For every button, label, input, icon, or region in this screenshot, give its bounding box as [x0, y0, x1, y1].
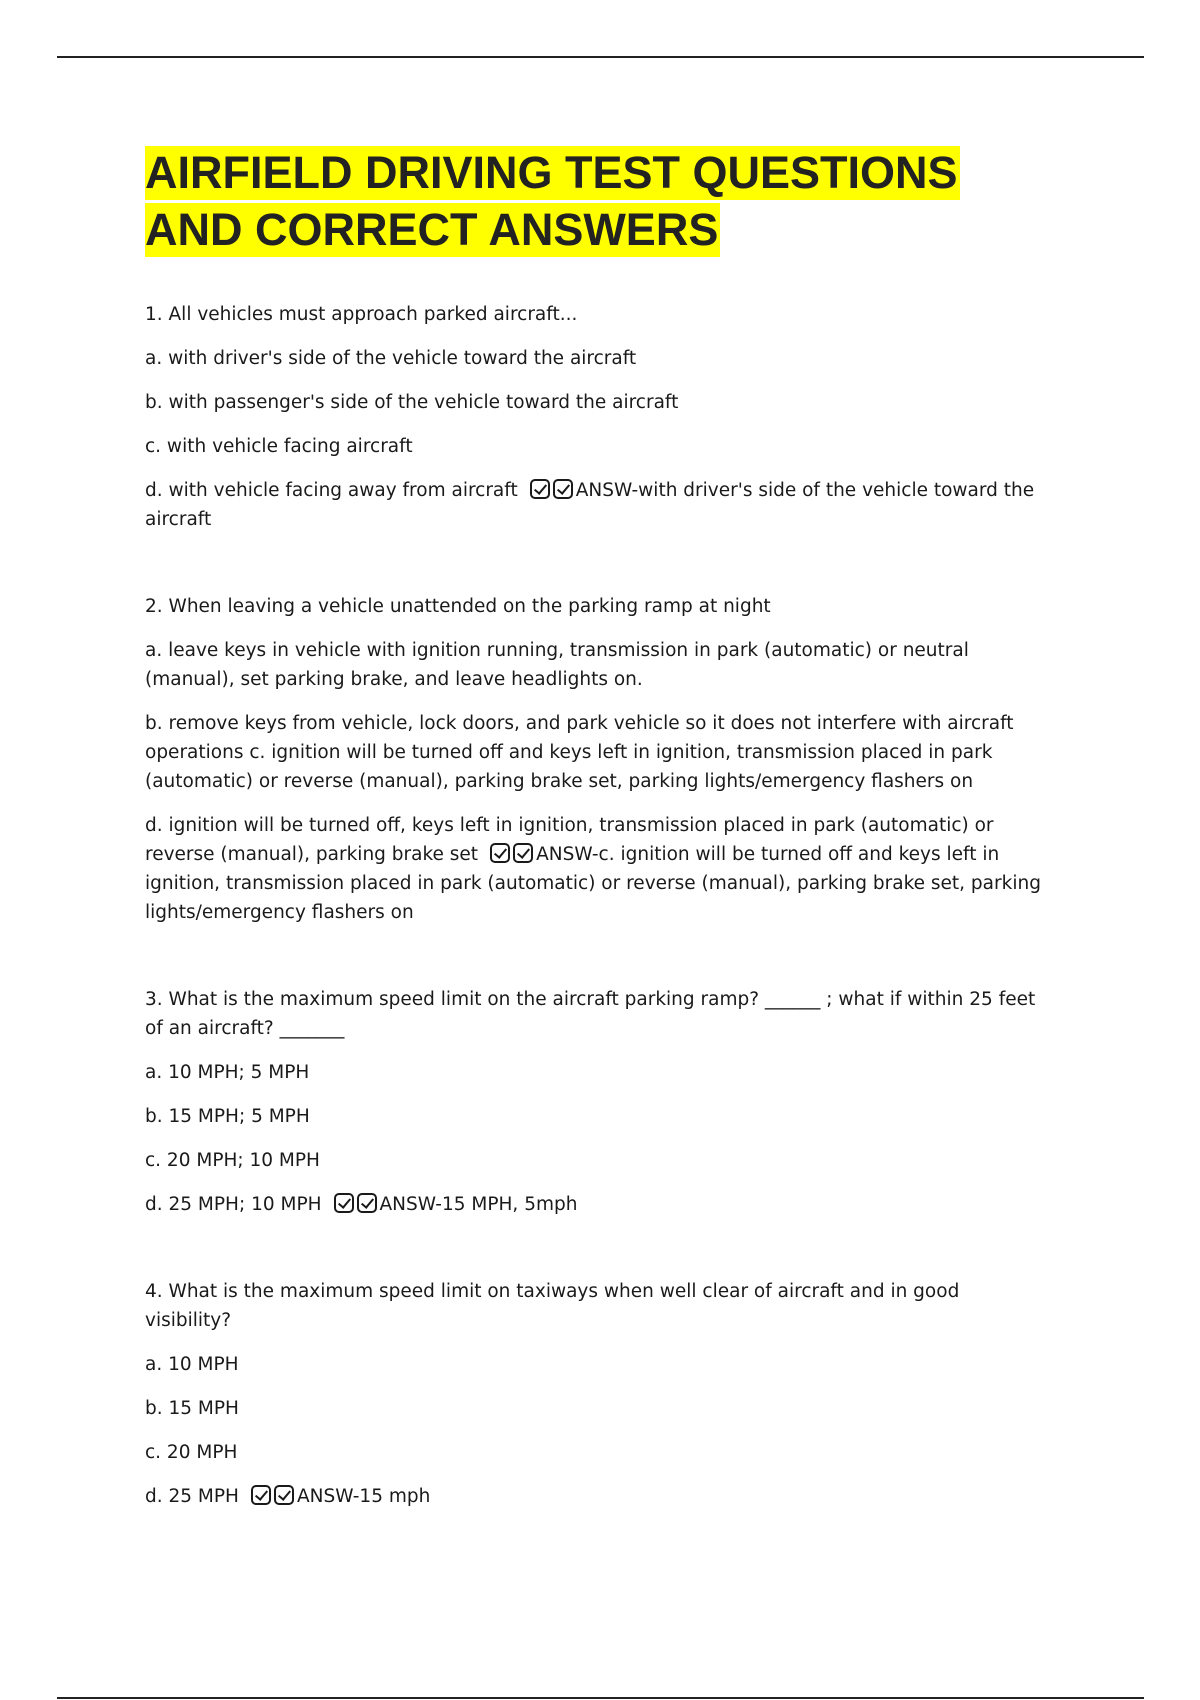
question-block-3: [145, 985, 1050, 1219]
checkbox-checked-icon: [274, 1485, 294, 1505]
checkbox-checked-icon: [530, 479, 550, 499]
correct-answer: ANSW-with driver's side of the vehicle toward the aircraft: [145, 480, 1035, 530]
checkbox-checked-icon: [513, 843, 533, 863]
answer-option-with-key: [145, 1482, 1050, 1511]
answer-option: a. 10 MPH: [145, 1354, 239, 1375]
question-block-1: [145, 300, 1050, 534]
answer-option: b. with passenger's side of the vehicle toward the aircraft: [145, 392, 679, 413]
correct-answer: ANSW-15 mph: [296, 1486, 431, 1507]
question-text: 4. What is the maximum speed limit on taxiways when well clear of aircraft and in good visibility?: [145, 1281, 960, 1331]
question-list: [145, 300, 1050, 1526]
title-line-1: AIRFIELD DRIVING TEST QUESTIONS: [145, 147, 958, 198]
correct-answer: ANSW-c. ignition will be turned off and keys left in ignition, transmission placed in park (automatic) or reverse (manual), parking brake set, parking lights/emergency flashers on: [145, 844, 1041, 923]
answer-option: c. with vehicle facing aircraft: [145, 436, 413, 457]
checkbox-checked-icon: [553, 479, 573, 499]
answer-option: b. 15 MPH: [145, 1398, 239, 1419]
question-text: 2. When leaving a vehicle unattended on the parking ramp at night: [145, 596, 771, 617]
answer-option-with-key: [145, 1190, 1050, 1219]
question-text: 3. What is the maximum speed limit on the aircraft parking ramp? ______ ; what if within 25 feet of an aircraft? _______: [145, 989, 1036, 1039]
checkbox-checked-icon: [334, 1193, 354, 1213]
question-text: 1. All vehicles must approach parked aircraft...: [145, 304, 578, 325]
question-block-2: [145, 592, 1050, 927]
answer-option: d. 25 MPH: [145, 1486, 239, 1507]
answer-option: c. 20 MPH: [145, 1442, 238, 1463]
check-marks: [530, 480, 576, 501]
footer-rule: [57, 1697, 1144, 1699]
answer-option: a. with driver's side of the vehicle toward the aircraft: [145, 348, 637, 369]
check-marks: [490, 844, 536, 865]
checkbox-checked-icon: [251, 1485, 271, 1505]
checkbox-checked-icon: [490, 843, 510, 863]
check-marks: [334, 1194, 380, 1215]
question-block-4: [145, 1277, 1050, 1511]
answer-option: a. 10 MPH; 5 MPH: [145, 1062, 310, 1083]
answer-option: b. 15 MPH; 5 MPH: [145, 1106, 310, 1127]
answer-option: d. ignition will be turned off, keys left in ignition, transmission placed in park (automatic) or reverse (manual), parking brake set: [145, 815, 994, 865]
check-marks: [251, 1486, 297, 1507]
answer-option-with-key: [145, 476, 1050, 534]
answer-option-with-key: [145, 811, 1050, 927]
title-line-2: AND CORRECT ANSWERS: [145, 204, 719, 255]
answer-option: d. 25 MPH; 10 MPH: [145, 1194, 322, 1215]
header-rule: [57, 56, 1144, 58]
answer-option: d. with vehicle facing away from aircraft: [145, 480, 518, 501]
page-title: [145, 144, 1045, 258]
answer-option: a. leave keys in vehicle with ignition running, transmission in park (automatic) or neutral (manual), set parking brake, and leave headlights on.: [145, 640, 969, 690]
correct-answer: ANSW-15 MPH, 5mph: [379, 1194, 578, 1215]
answer-option: b. remove keys from vehicle, lock doors, and park vehicle so it does not interfere with aircraft operations c. ignition will be turned off and keys left in ignition, transmission placed in park (automatic) or reverse (manual), parking brake set, parking lights/emergency flashers on: [145, 713, 1014, 792]
checkbox-checked-icon: [357, 1193, 377, 1213]
answer-option: c. 20 MPH; 10 MPH: [145, 1150, 320, 1171]
